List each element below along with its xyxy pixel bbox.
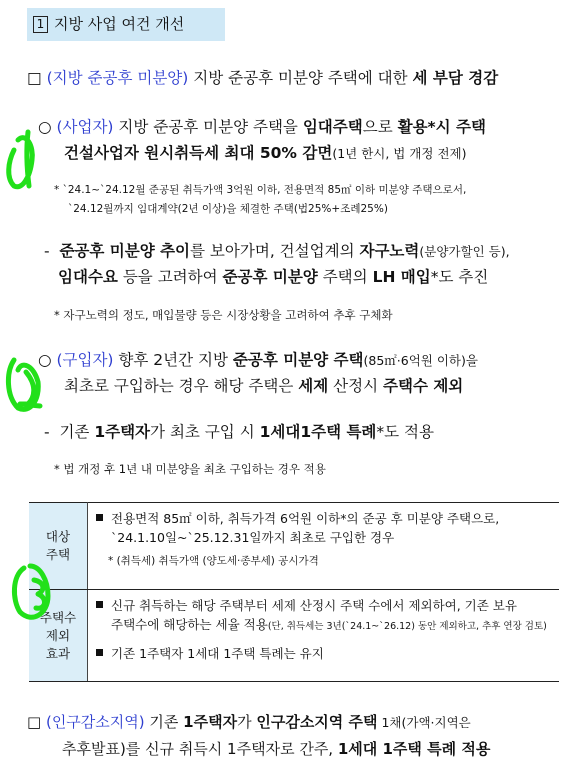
item2-text: 산정시	[328, 377, 383, 395]
row-label-text: 대상 주택	[45, 529, 71, 562]
section-number: 1	[33, 16, 48, 33]
sub1-bold: 준공후 미분양	[222, 268, 318, 286]
sec2-bold: 1세대 1주택 특례 적용	[337, 740, 491, 758]
item1-bold: 활용*시 주택	[397, 118, 486, 136]
sub1-text: *도 추진	[430, 268, 489, 286]
sec2-text: 추후발표)를 신규 취득시 1주택자로 간주,	[62, 740, 338, 758]
circle-bullet: ○	[38, 351, 52, 369]
item1-paren: (1년 한시, 법 개정 전제)	[332, 146, 467, 161]
sec1-text: 지방 준공후 미분양 주택에 대한	[188, 69, 413, 87]
sub1-note: * 자구노력의 정도, 매입물량 등은 시장상황을 고려하여 추후 구체화	[54, 308, 393, 322]
item2-text: 최초로 구입하는 경우 해당 주택은	[64, 377, 299, 395]
sub1-text: 주택의	[317, 268, 373, 286]
item2-paren: (85㎡·6억원 이하)을	[363, 353, 478, 368]
sec1-bold: 세 부담 경감	[412, 69, 499, 87]
sub2-bold: 1세대1주택 특례	[259, 423, 377, 441]
sub2-text: 가 최초 구입 시	[150, 423, 260, 441]
item2-tag: (구입자)	[56, 351, 114, 369]
sub2-note: * 법 개정 후 1년 내 미분양을 최초 구입하는 경우 적용	[54, 462, 326, 476]
sec2-paren: 1채(가액·지역은	[377, 715, 471, 730]
row-text: 주택수에 해당하는 세율 적용	[111, 617, 268, 632]
item1-bold: 임대주택	[302, 118, 363, 136]
item2-text: 향후 2년간 지방	[113, 351, 233, 369]
row-text: `24.1.10일~`25.12.31일까지 최초로 구입한 경우	[111, 530, 395, 545]
sec2-bold: 인구감소지역 주택	[256, 713, 378, 731]
sub1-bold: 임대수요	[58, 268, 118, 286]
row-label-text: 주택수 제외 효과	[39, 609, 77, 661]
sec2-bold: 1주택자	[183, 713, 238, 731]
row-text: 신규 취득하는 해당 주택부터 세제 산정시 주택 수에서 제외하여, 기존 보유	[111, 598, 517, 613]
item1-text: 지방 준공후 미분양 주택을	[113, 118, 303, 136]
section-title: 지방 사업 여건 개선	[54, 15, 185, 33]
item1-note-a: * `24.1~`24.12월 준공된 취득가액 3억원 이하, 전용면적 85㎡ 이하 미분양 주택으로서,	[54, 184, 467, 196]
handwritten-mark-1-icon	[9, 132, 33, 187]
sub1-text: 등을 고려하여	[117, 268, 223, 286]
sub2-text: 기존	[59, 423, 95, 441]
sub1-bold: LH 매입	[372, 268, 431, 286]
row-note: * (취득세) 취득가액 (양도세·종부세) 공시가격	[108, 555, 319, 567]
sub1-paren: (분양가할인 등),	[419, 244, 510, 259]
item1-bold: 건설사업자 원시취득세 최대 50% 감면	[64, 144, 333, 162]
checkbox-glyph: □	[27, 69, 42, 87]
sub1-bold: 자구노력	[359, 242, 420, 260]
sub2-text: *도 적용	[376, 423, 435, 441]
sec2-text: 기존	[144, 713, 184, 731]
dash-bullet: -	[44, 242, 50, 260]
item2-bold: 세제	[298, 377, 329, 395]
row-text: 전용면적 85㎡ 이하, 취득가격 6억원 이하*의 준공 후 미분양 주택으로,	[111, 511, 500, 526]
item1-tag: (사업자)	[56, 118, 114, 136]
item1-text: 으로	[362, 118, 398, 136]
sub1-text: 를 보아가며, 건설업계의	[190, 242, 360, 260]
sec2-text: 가	[237, 713, 257, 731]
row-note: (단, 취득세는 3년(`24.1~`26.12) 동안 제외하고, 추후 연장 검토)	[267, 621, 547, 632]
handwritten-mark-2-icon	[8, 360, 40, 409]
checkbox-glyph: □	[27, 713, 42, 731]
item2-bold: 주택수 제외	[383, 377, 464, 395]
item2-bold: 준공후 미분양 주택	[232, 351, 364, 369]
item1-note-b: `24.12월까지 임대계약(2년 이상)을 체결한 주택(법25%+조례25%)	[68, 203, 388, 215]
handwritten-mark-3-icon	[14, 566, 48, 617]
circle-bullet: ○	[38, 118, 52, 136]
sec1-tag: (지방 준공후 미분양)	[46, 69, 189, 87]
sec2-tag: (인구감소지역)	[45, 713, 145, 731]
sub2-bold: 1주택자	[94, 423, 151, 441]
sub1-bold: 준공후 미분양 추이	[59, 242, 191, 260]
row-text: 기존 1주택자 1세대 1주택 특례는 유지	[111, 646, 324, 661]
dash-bullet: -	[44, 423, 50, 441]
